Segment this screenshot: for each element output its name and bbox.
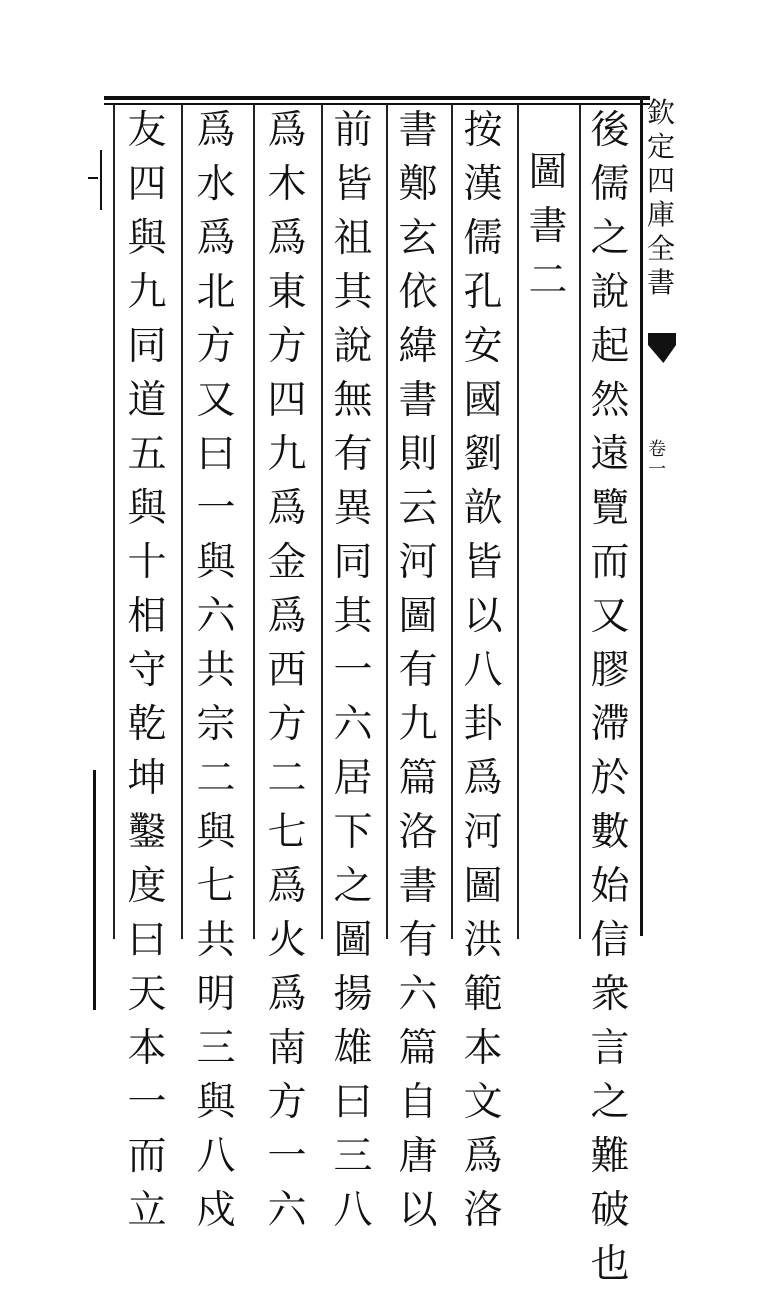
column-char: 也 [590, 1242, 630, 1287]
margin-volume-char: 卷 [648, 439, 666, 460]
column-char: 則 [398, 432, 438, 477]
column-char: 然 [590, 378, 630, 423]
column-char: 共 [196, 918, 236, 963]
left-tick-2 [100, 150, 102, 210]
column-char: 七 [196, 864, 236, 909]
column-char: 說 [590, 270, 630, 315]
column-char: 洛 [398, 810, 438, 855]
column-char: 乾 [127, 702, 167, 747]
column-char: 南 [267, 1026, 307, 1071]
column-char: 數 [590, 810, 630, 855]
column-char: 曰 [333, 1080, 373, 1125]
column-char: 鑿 [127, 810, 167, 855]
column-char: 劉 [463, 432, 503, 477]
column-rule [181, 104, 183, 939]
column-char: 爲 [267, 486, 307, 531]
column-char: 其 [333, 594, 373, 639]
column-char: 圖 [463, 864, 503, 909]
column-char: 東 [267, 270, 307, 315]
left-tick [88, 177, 98, 179]
column-char: 六 [398, 972, 438, 1017]
column-char: 書 [398, 864, 438, 909]
column-char: 緯 [398, 324, 438, 369]
column-char: 二 [196, 756, 236, 801]
column-rule [113, 104, 115, 939]
column-char: 書 [398, 378, 438, 423]
column-char: 共 [196, 648, 236, 693]
column-char: 方 [267, 324, 307, 369]
column-char: 按 [463, 108, 503, 153]
column-rule [451, 104, 453, 939]
column-char: 爲 [196, 216, 236, 261]
column-char: 坤 [127, 756, 167, 801]
column-rule [253, 104, 255, 939]
column-char: 皆 [333, 162, 373, 207]
margin-title-char: 書 [646, 266, 675, 299]
column-char: 友 [127, 108, 167, 153]
column-char: 衆 [590, 972, 630, 1017]
column-char: 遠 [590, 432, 630, 477]
column-char: 漢 [463, 162, 503, 207]
column-char: 云 [398, 486, 438, 531]
column-rule [579, 104, 581, 939]
column-char: 又 [590, 594, 630, 639]
column-char: 難 [590, 1134, 630, 1179]
column-char: 有 [398, 648, 438, 693]
column-char: 道 [127, 378, 167, 423]
column-char: 一 [127, 1080, 167, 1125]
column-char: 本 [463, 1026, 503, 1071]
column-char: 以 [463, 594, 503, 639]
column-char: 六 [196, 594, 236, 639]
column-char: 洛 [463, 1188, 503, 1233]
column-char: 本 [127, 1026, 167, 1071]
column-char: 於 [590, 756, 630, 801]
column-char: 七 [267, 810, 307, 855]
column-rule [321, 104, 323, 939]
column-char: 言 [590, 1026, 630, 1071]
column-char: 同 [333, 540, 373, 585]
column-char: 方 [196, 324, 236, 369]
column-char: 書 [528, 204, 568, 249]
column-char: 唐 [398, 1134, 438, 1179]
column-char: 文 [463, 1080, 503, 1125]
column-char: 與 [196, 810, 236, 855]
column-char: 鄭 [398, 162, 438, 207]
column-char: 安 [463, 324, 503, 369]
text-column [584, 104, 636, 1292]
column-char: 雄 [333, 1026, 373, 1071]
column-char: 之 [333, 864, 373, 909]
column-char: 宗 [196, 702, 236, 747]
column-char: 滯 [590, 702, 630, 747]
column-char: 洪 [463, 918, 503, 963]
column-char: 皆 [463, 540, 503, 585]
text-column [121, 104, 173, 1238]
column-char: 二 [267, 756, 307, 801]
column-char: 戍 [196, 1188, 236, 1233]
column-rule [386, 104, 388, 939]
right-border [640, 96, 643, 936]
column-char: 北 [196, 270, 236, 315]
column-char: 四 [267, 378, 307, 423]
text-column-heading [522, 146, 574, 308]
column-char: 天 [127, 972, 167, 1017]
column-char: 篇 [398, 756, 438, 801]
column-char: 五 [127, 432, 167, 477]
column-char: 信 [590, 918, 630, 963]
column-char: 一 [196, 486, 236, 531]
column-char: 歆 [463, 486, 503, 531]
column-char: 四 [127, 162, 167, 207]
column-char: 曰 [196, 432, 236, 477]
column-char: 度 [127, 864, 167, 909]
column-char: 明 [196, 972, 236, 1017]
column-char: 之 [590, 1080, 630, 1125]
column-char: 八 [196, 1134, 236, 1179]
column-char: 木 [267, 162, 307, 207]
column-char: 揚 [333, 972, 373, 1017]
column-char: 居 [333, 756, 373, 801]
column-char: 依 [398, 270, 438, 315]
column-char: 國 [463, 378, 503, 423]
column-char: 始 [590, 864, 630, 909]
column-char: 六 [267, 1188, 307, 1233]
column-char: 無 [333, 378, 373, 423]
text-column [190, 104, 242, 1238]
column-char: 方 [267, 1080, 307, 1125]
column-char: 儒 [590, 162, 630, 207]
column-char: 玄 [398, 216, 438, 261]
column-char: 有 [333, 432, 373, 477]
column-char: 相 [127, 594, 167, 639]
column-char: 後 [590, 108, 630, 153]
column-char: 膠 [590, 648, 630, 693]
margin-volume-label [648, 440, 666, 480]
column-char: 同 [127, 324, 167, 369]
column-char: 範 [463, 972, 503, 1017]
column-char: 祖 [333, 216, 373, 261]
column-char: 與 [127, 216, 167, 261]
column-char: 爲 [267, 594, 307, 639]
text-column [327, 104, 379, 1238]
text-column [392, 104, 444, 1238]
column-char: 水 [196, 162, 236, 207]
column-char: 又 [196, 378, 236, 423]
column-char: 爲 [463, 756, 503, 801]
column-char: 爲 [267, 972, 307, 1017]
margin-volume-char: 一 [648, 459, 666, 480]
column-char: 三 [333, 1134, 373, 1179]
column-char: 與 [196, 1080, 236, 1125]
column-char: 曰 [127, 918, 167, 963]
column-char: 九 [127, 270, 167, 315]
column-char: 方 [267, 702, 307, 747]
column-char: 爲 [267, 108, 307, 153]
margin-title-char: 四 [646, 164, 675, 197]
text-column [261, 104, 313, 1238]
column-char: 一 [267, 1134, 307, 1179]
column-char: 異 [333, 486, 373, 531]
column-char: 覽 [590, 486, 630, 531]
column-char: 孔 [463, 270, 503, 315]
column-char: 有 [398, 918, 438, 963]
column-char: 書 [398, 108, 438, 153]
column-char: 一 [333, 648, 373, 693]
column-char: 起 [590, 324, 630, 369]
column-char: 而 [590, 540, 630, 585]
column-char: 與 [127, 486, 167, 531]
column-char: 六 [333, 702, 373, 747]
column-char: 自 [398, 1080, 438, 1125]
column-char: 卦 [463, 702, 503, 747]
column-char: 河 [398, 540, 438, 585]
margin-title-char: 定 [646, 130, 675, 163]
column-char: 以 [398, 1188, 438, 1233]
column-char: 八 [333, 1188, 373, 1233]
margin-title-char: 庫 [646, 198, 675, 231]
column-rule [517, 104, 519, 939]
column-char: 火 [267, 918, 307, 963]
column-char: 立 [127, 1188, 167, 1233]
margin-book-title [646, 96, 676, 300]
column-char: 爲 [267, 864, 307, 909]
fish-tail-mark [648, 333, 676, 363]
column-char: 爲 [196, 108, 236, 153]
column-char: 金 [267, 540, 307, 585]
column-char: 十 [127, 540, 167, 585]
column-char: 圖 [398, 594, 438, 639]
column-char: 下 [333, 810, 373, 855]
column-char: 河 [463, 810, 503, 855]
column-char: 爲 [267, 216, 307, 261]
column-char: 圖 [528, 150, 568, 195]
column-char: 說 [333, 324, 373, 369]
column-char: 破 [590, 1188, 630, 1233]
top-border [104, 96, 650, 100]
margin-title-char: 全 [646, 232, 675, 265]
column-char: 二 [528, 258, 568, 303]
column-char: 其 [333, 270, 373, 315]
column-char: 守 [127, 648, 167, 693]
column-char: 九 [267, 432, 307, 477]
column-char: 之 [590, 216, 630, 261]
text-column [457, 104, 509, 1238]
column-char: 篇 [398, 1026, 438, 1071]
column-char: 儒 [463, 216, 503, 261]
column-char: 三 [196, 1026, 236, 1071]
column-char: 前 [333, 108, 373, 153]
column-char: 西 [267, 648, 307, 693]
margin-title-char: 欽 [646, 96, 675, 129]
column-char: 圖 [333, 918, 373, 963]
column-char: 與 [196, 540, 236, 585]
column-char: 九 [398, 702, 438, 747]
column-char: 而 [127, 1134, 167, 1179]
left-border [93, 770, 96, 1010]
column-char: 八 [463, 648, 503, 693]
column-char: 爲 [463, 1134, 503, 1179]
